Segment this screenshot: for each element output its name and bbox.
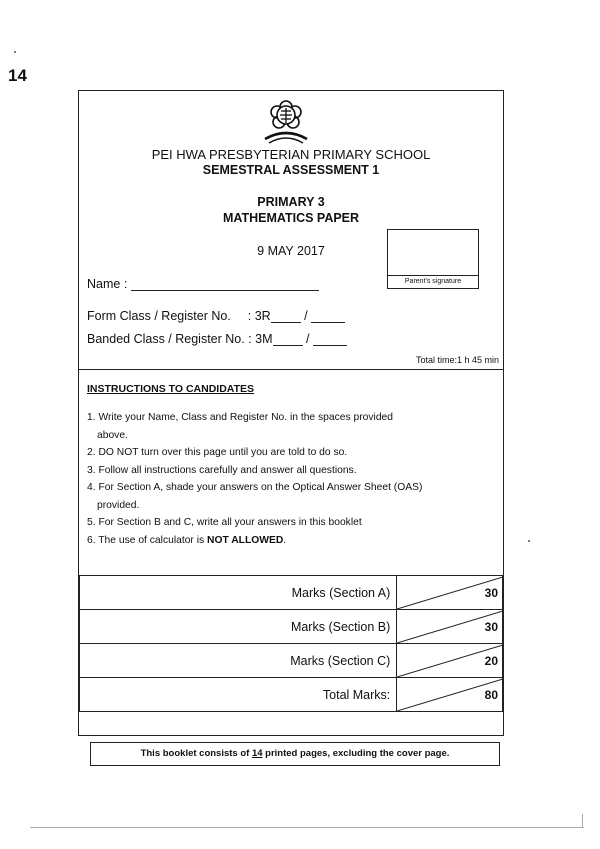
- form-class-prefix: : 3R: [247, 309, 271, 323]
- form-class-blank[interactable]: [271, 311, 301, 323]
- cover-page-frame: [78, 90, 504, 736]
- instructions-heading: INSTRUCTIONS TO CANDIDATES: [87, 383, 255, 395]
- marks-max-section-b: 30: [484, 620, 498, 634]
- marks-max-section-a: 30: [484, 586, 498, 600]
- school-name: PEI HWA PRESBYTERIAN PRIMARY SCHOOL: [151, 147, 431, 162]
- banded-class-blank[interactable]: [273, 334, 303, 346]
- form-register-blank[interactable]: [311, 311, 345, 323]
- form-class-label: Form Class / Register No.: [87, 309, 231, 323]
- booklet-note-suffix: printed pages, excluding the cover page.: [262, 748, 450, 759]
- instruction-item-1-cont: above.: [97, 429, 128, 441]
- scan-artifact-tick: [582, 814, 583, 827]
- instructions-list: [87, 409, 499, 549]
- marks-label-section-c: Marks (Section C): [80, 644, 397, 678]
- marks-score-cell-section-a[interactable]: [397, 576, 503, 610]
- banded-register-blank[interactable]: [313, 334, 347, 346]
- instruction-item-6-end: .: [283, 534, 287, 546]
- instruction-item-6-text: 6. The use of calculator is: [87, 534, 208, 546]
- parent-signature-box[interactable]: [387, 229, 479, 289]
- name-field: [87, 277, 319, 291]
- name-blank[interactable]: [131, 278, 319, 291]
- marks-label-total: Total Marks:: [80, 678, 397, 712]
- scan-speck: [14, 51, 16, 53]
- form-class-separator: /: [304, 309, 308, 323]
- level-title: PRIMARY 3: [257, 195, 325, 209]
- marks-score-cell-section-b[interactable]: [397, 610, 503, 644]
- marks-row-section-c: [80, 644, 503, 678]
- instruction-item-5: 5. For Section B and C, write all your answers in this booklet: [87, 517, 362, 528]
- banded-class-label: Banded Class / Register No.: [87, 332, 245, 346]
- marks-row-total: [80, 678, 503, 712]
- marks-max-section-c: 20: [484, 654, 498, 668]
- marks-row-section-b: [80, 610, 503, 644]
- marks-max-total: 80: [484, 688, 498, 702]
- banded-class-prefix: : 3M: [248, 332, 273, 346]
- marks-label-section-a: Marks (Section A): [80, 576, 397, 610]
- section-divider: [79, 369, 503, 370]
- parent-signature-label: Parent's signature: [388, 275, 478, 288]
- booklet-note-prefix: This booklet consists of: [140, 748, 252, 759]
- total-time: Total time:1 h 45 min: [415, 355, 499, 365]
- instruction-item-4: 4. For Section A, shade your answers on the Optical Answer Sheet (OAS): [87, 482, 423, 493]
- instruction-item-1: 1. Write your Name, Class and Register No. in the spaces provided: [87, 412, 393, 423]
- instruction-item-3: 3. Follow all instructions carefully and answer all questions.: [87, 464, 357, 476]
- instruction-item-6-emphasis: NOT ALLOWED: [207, 534, 284, 546]
- page-number: 14: [8, 66, 27, 85]
- instruction-item-4-cont: provided.: [97, 499, 140, 511]
- booklet-page-count: 14: [251, 748, 263, 759]
- paper-title: MATHEMATICS PAPER: [222, 211, 360, 225]
- booklet-note: [90, 742, 500, 766]
- marks-table: [79, 575, 503, 712]
- marks-label-section-b: Marks (Section B): [80, 610, 397, 644]
- form-class-field: [87, 309, 345, 323]
- name-label: Name :: [87, 277, 128, 291]
- marks-score-cell-total[interactable]: [397, 678, 503, 712]
- banded-class-field: [87, 332, 347, 346]
- assessment-title: SEMESTRAL ASSESSMENT 1: [202, 163, 380, 177]
- scan-speck: [528, 540, 530, 542]
- marks-score-cell-section-c[interactable]: [397, 644, 503, 678]
- banded-class-separator: /: [306, 332, 310, 346]
- instruction-item-6: [87, 532, 499, 550]
- marks-row-section-a: [80, 576, 503, 610]
- school-crest-icon: [257, 99, 315, 147]
- instruction-item-2: 2. DO NOT turn over this page until you are told to do so.: [87, 447, 348, 458]
- exam-date: 9 MAY 2017: [257, 244, 325, 258]
- scan-artifact-line: [30, 827, 584, 828]
